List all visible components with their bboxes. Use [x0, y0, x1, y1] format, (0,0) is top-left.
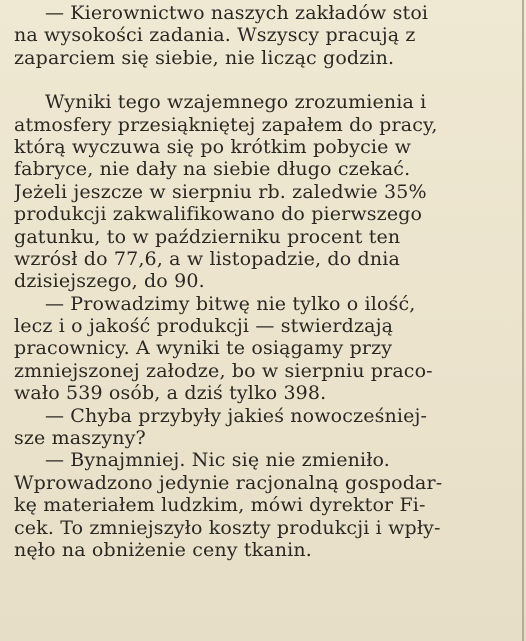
- text-line: zmniejszonej załodze, bo w sierpniu praco-: [14, 359, 433, 382]
- text-line: którą wyczuwa się po krótkim pobycie w: [14, 135, 412, 158]
- paragraph-2: [14, 91, 520, 561]
- text-line: wzrósł do 77,6, a w listopadzie, do dnia: [14, 247, 400, 270]
- text-line: wało 539 osób, a dziś tylko 398.: [14, 382, 327, 405]
- paragraph-gap: [14, 69, 520, 91]
- text-line: zaparciem się siebie, nie licząc godzin.: [14, 46, 395, 69]
- text-line: atmosfery przesiąkniętej zapałem do pracy,: [14, 113, 438, 136]
- text-line: Wprowadzono jedynie racjonalną gospodar-: [14, 471, 443, 494]
- text-line: fabryce, nie dały na siebie długo czekać.: [14, 158, 411, 181]
- text-line: — Bynajmniej. Nic się nie zmieniło.: [14, 449, 390, 472]
- text-line: pracownicy. A wyniki te osiągamy przy: [14, 337, 393, 360]
- text-line: sze maszyny?: [14, 427, 146, 450]
- article-column: [14, 2, 520, 561]
- paragraph-1: [14, 2, 520, 69]
- text-line: produkcji zakwalifikowano do pierwszego: [14, 203, 423, 226]
- text-line: Jeżeli jeszcze w sierpniu rb. zaledwie 35%: [14, 180, 427, 203]
- column-divider: [522, 0, 524, 641]
- text-line: Wyniki tego wzajemnego zrozumienia i: [14, 91, 427, 114]
- text-line: — Kierownictwo naszych zakładów stoi: [14, 2, 429, 24]
- text-line: — Prowadzimy bitwę nie tylko o ilość,: [14, 292, 416, 315]
- text-line: gatunku, to w październiku procent ten: [14, 225, 401, 248]
- text-line: — Chyba przybyły jakieś nowocześniej-: [14, 404, 428, 427]
- text-line: dzisiejszego, do 90.: [14, 270, 205, 293]
- text-line: na wysokości zadania. Wszyscy pracują z: [14, 24, 416, 47]
- text-line: lecz i o jakość produkcji — stwierdzają: [14, 315, 394, 338]
- text-line: kę materiałem ludzkim, mówi dyrektor Fi-: [14, 494, 426, 517]
- text-line: nęło na obniżenie ceny tkanin.: [14, 538, 312, 561]
- text-line: cek. To zmniejszyło koszty produkcji i wpły-: [14, 516, 441, 539]
